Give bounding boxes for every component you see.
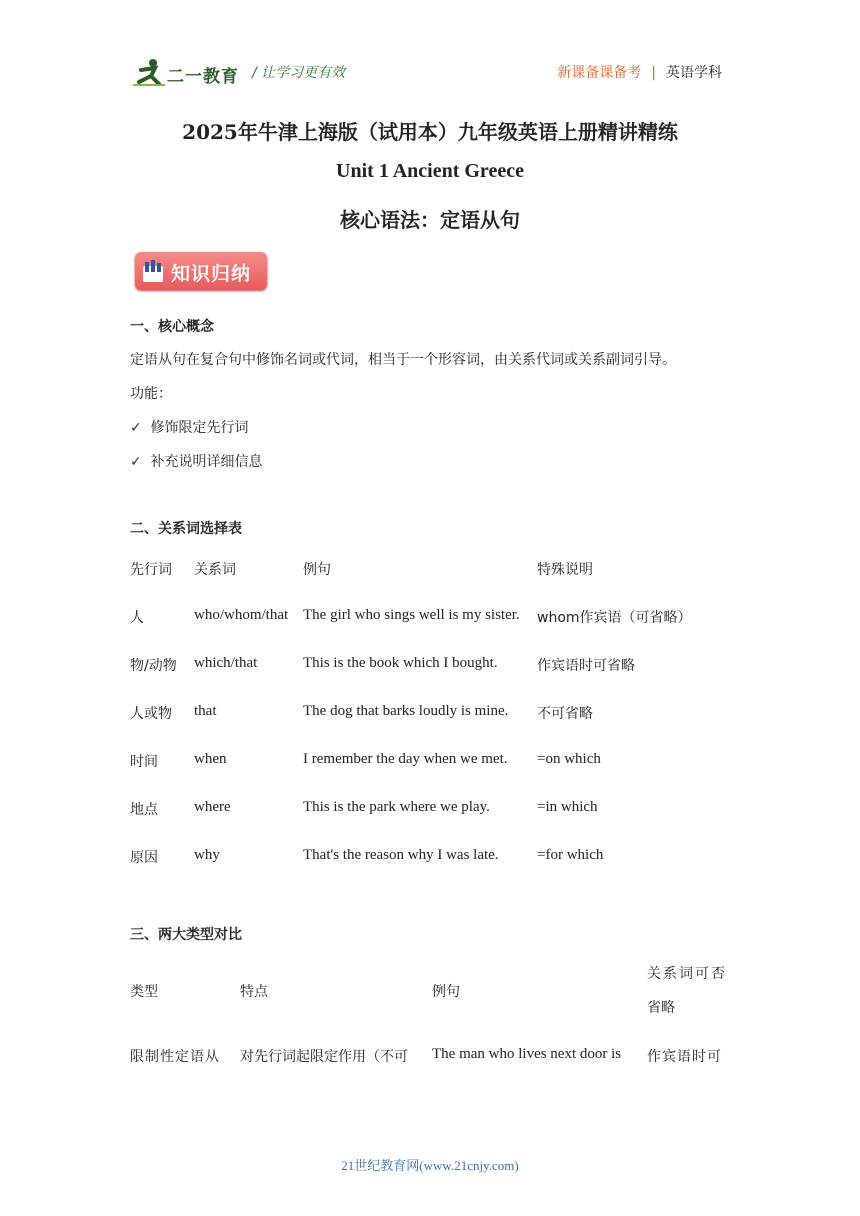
book-icon — [141, 258, 165, 284]
runner-logo-icon — [131, 58, 167, 88]
table-cell: 不可省略 — [537, 706, 593, 722]
function-point-text: 修饰限定先行词 — [150, 420, 249, 436]
table-cell: who/whom/that — [194, 607, 289, 623]
table-cell: The dog that barks loudly is mine. — [303, 703, 509, 719]
table-cell: 对先行词起限定作用（不可 — [240, 1049, 408, 1065]
section-heading: 一、核心概念 — [130, 319, 214, 335]
knowledge-badge — [135, 252, 267, 290]
doc-unit-title: Unit 1 Ancient Greece — [336, 160, 524, 182]
header-right — [557, 62, 722, 82]
table-header-cell: 先行词 — [130, 562, 172, 578]
table-header-cell: 例句 — [432, 984, 460, 1000]
table-cell: =for which — [537, 847, 604, 863]
table-header-cell: 特点 — [240, 984, 268, 1000]
table-cell: why — [194, 847, 220, 863]
header-separator: | — [651, 65, 656, 81]
table-cell: The girl who sings well is my sister. — [303, 607, 520, 623]
table-cell: =in which — [537, 799, 598, 815]
table-cell: 原因 — [130, 850, 158, 866]
table-cell: 物/动物 — [130, 658, 177, 674]
doc-title: 2025年牛津上海版（试用本）九年级英语上册精讲精练 — [182, 120, 678, 144]
table-cell: I remember the day when we met. — [303, 751, 508, 767]
table-header-cell: 省略 — [647, 1000, 675, 1016]
header-subject: 英语学科 — [666, 65, 722, 81]
table-cell: 作宾语时可 — [647, 1049, 722, 1065]
table-cell: This is the park where we play. — [303, 799, 490, 815]
definition-text: 定语从句在复合句中修饰名词或代词，相当于一个形容词，由关系代词或关系副词引导。 — [130, 352, 676, 368]
badge-label: 知识归纳 — [171, 263, 252, 285]
section-heading: 三、两大类型对比 — [130, 927, 242, 943]
table-cell: that — [194, 703, 217, 719]
table-header-cell: 特殊说明 — [537, 562, 593, 578]
check-icon: ✓ — [130, 420, 142, 436]
logo-text: 二一教育 — [167, 67, 239, 87]
header-slogan: / 让学习更有效 — [252, 65, 346, 81]
table-cell: 限制性定语从 — [130, 1049, 220, 1065]
section-heading: 二、关系词选择表 — [130, 521, 242, 537]
table-cell: The man who lives next door is — [432, 1046, 622, 1062]
table-cell: when — [194, 751, 227, 767]
table-cell: This is the book which I bought. — [303, 655, 498, 671]
brand-logo — [131, 58, 243, 88]
table-cell: That's the reason why I was late. — [303, 847, 499, 863]
table-cell: =on which — [537, 751, 601, 767]
table-cell: 人 — [130, 610, 144, 626]
table-cell: which/that — [194, 655, 258, 671]
header-right-label: 新课备课备考 — [557, 65, 642, 81]
table-cell: 地点 — [130, 802, 158, 818]
table-cell: 时间 — [130, 754, 158, 770]
table-header-cell: 类型 — [130, 984, 158, 1000]
function-point — [130, 417, 248, 437]
doc-grammar-title: 核心语法：定语从句 — [340, 208, 520, 232]
table-cell: 作宾语时可省略 — [537, 658, 635, 674]
function-label: 功能： — [130, 386, 172, 402]
function-point — [130, 451, 262, 471]
table-header-cell: 关系词 — [194, 562, 236, 578]
table-cell: where — [194, 799, 231, 815]
table-cell: 人或物 — [130, 706, 172, 722]
table-header-cell: 关系词可否 — [647, 966, 727, 982]
table-header-cell: 例句 — [303, 562, 331, 578]
page-footer: 21世纪教育网(www.21cnjy.com) — [341, 1158, 519, 1173]
check-icon: ✓ — [130, 454, 142, 470]
function-point-text: 补充说明详细信息 — [150, 454, 263, 470]
table-cell: whom作宾语（可省略） — [537, 610, 692, 626]
